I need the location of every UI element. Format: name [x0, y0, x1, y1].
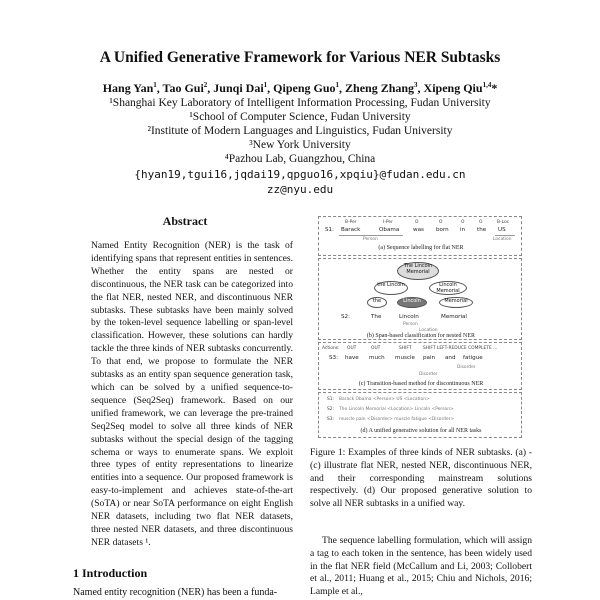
tag-o: O — [461, 220, 465, 225]
span-line — [339, 235, 403, 236]
panel-b-caption: (b) Span-based classification for nested NER — [366, 333, 476, 339]
figure-panel-d — [318, 392, 522, 438]
token: Memorial — [441, 314, 467, 320]
token: US — [498, 227, 506, 233]
node-label: Lincoln Memorial — [436, 282, 460, 294]
email-line-1[interactable]: {hyan19,tgui16,jqdai19,qpguo16,xpqiu}@fudan.edu.cn — [134, 168, 466, 181]
action: OUT — [347, 346, 357, 351]
introduction-text: Named entity recognition (NER) has been a funda- — [73, 587, 278, 598]
action: SHIFT — [399, 346, 412, 351]
figure-panel-a — [318, 216, 522, 256]
span-label: Disorder — [457, 365, 476, 370]
node-oval — [374, 281, 408, 295]
figure-1 — [318, 216, 522, 441]
affiliation-5: ⁴Pazhou Lab, Guangzhou, China — [224, 153, 376, 165]
token: Lincoln — [399, 314, 419, 320]
panel-a-caption: (a) Sequence labelling for flat NER — [378, 245, 464, 251]
token: born — [436, 227, 449, 233]
figure-panel-b — [318, 258, 522, 340]
sentence-label: S1: — [325, 227, 334, 233]
action: OUT — [371, 346, 381, 351]
token: much — [369, 355, 385, 361]
paper-title: A Unified Generative Framework for Various NER Subtasks — [99, 49, 501, 66]
sentence-label: S1: — [327, 397, 335, 402]
tag-b-loc: B-Loc — [497, 220, 510, 225]
token: fatigue — [463, 355, 483, 361]
token: the — [477, 227, 487, 233]
token: in — [460, 227, 466, 233]
token: was — [413, 227, 424, 233]
token: and — [445, 355, 456, 361]
figure-panel-c — [318, 342, 522, 390]
abstract-heading: Abstract — [162, 214, 208, 228]
tag-o: O — [439, 220, 443, 225]
tag-o: O — [479, 220, 483, 225]
generated-sequence: The Lincoln Memorial <Location> Lincoln <Person> — [339, 407, 454, 412]
actions-label: Actions: — [322, 346, 340, 351]
span-label: Location — [493, 237, 512, 242]
section-introduction-heading: 1 Introduction — [73, 566, 148, 580]
panel-c-caption: (c) Transition-based method for discontinuous NER — [358, 381, 484, 387]
node-label: the — [372, 298, 382, 304]
node-oval — [439, 297, 473, 308]
token: muscle — [395, 355, 415, 361]
author-list: Hang Yan$^1$, Tao Gui$^2$, Junqi Dai$^1$, Qipeng Guo$^1$, Zheng Zhang$^3$, Xipeng Qiu$^{1,4}$* — [102, 81, 498, 95]
sentence-label: S2: — [341, 314, 350, 320]
node-label: the Lincoln — [377, 282, 405, 288]
action: SHIFT LEFT-REDUCE COMPLETE ... — [423, 346, 498, 351]
span-label: Location — [419, 328, 438, 333]
abstract-text: Named Entity Recognition (NER) is the task of identifying spans that represent entities in sentences. Whether the entity spans are nested or discontinuous, the NER task can be categorized into the flat NER, nested NER, and discontinuous NER subtasks. These subtasks have been mainly solved by the token-level sequence labelling or span-level classification. However, these solutions can hardly tackle the three kinds of NER subtasks concurrently. To that end, we propose to formulate the NER subtasks as an entity span sequence generation task, which can be solved by a unified sequence-to-sequence (Seq2Seq) framework. Based on our unified framework, we can leverage the pre-trained Seq2Seq model to solve all three kinds of NER subtasks without the special design of the tagging schema or ways to enumerate spans. We exploit three types of entity representations to linearize entities into a sequence. Our proposed framework is easy-to-implement and achieves state-of-the-art (SoTA) or near SoTA performance on eight English NER datasets, including two flat NER datasets, three nested NER datasets, and three discontinuous NER datasets ¹. — [91, 240, 293, 548]
node-label: The Lincoln Memorial — [403, 263, 433, 275]
token: Obama — [379, 227, 400, 233]
figure-1-caption: Figure 1: Examples of three kinds of NER subtasks. (a) - (c) illustrate flat NER, nested NER, discontinuous NER, and their corresponding mainstream solutions respectively. (d) Our proposed generative solution to solve all NER subtasks in a unified way. — [310, 447, 532, 510]
affiliation-3: ²Institute of Modern Languages and Linguistics, Fudan University — [147, 125, 453, 137]
tag-i-per: I-Per — [383, 220, 393, 225]
span-label: Disorder — [419, 372, 438, 377]
token: pain — [423, 355, 436, 361]
sentence-label: S3: — [327, 417, 335, 422]
sentence-label: S3: — [329, 355, 338, 361]
node-oval — [429, 281, 467, 295]
affiliation-1: ¹Shanghai Key Laboratory of Intelligent Information Processing, Fudan University — [109, 97, 491, 109]
sentence-label: S2: — [327, 407, 335, 412]
node-oval — [397, 297, 427, 308]
span-label: Person — [403, 322, 418, 327]
node-label: Memorial — [444, 298, 468, 304]
affiliation-2: ¹School of Computer Science, Fudan University — [189, 111, 411, 123]
tag-o: O — [415, 220, 419, 225]
span-label: Person — [363, 237, 378, 242]
generated-sequence: muscle pain <Disorder> muscle fatigue <Disorder> — [339, 417, 455, 422]
panel-d-caption: (d) A unified generative solution for all NER tasks — [360, 428, 482, 434]
affiliation-4: ³New York University — [249, 139, 351, 151]
node-label: Lincoln — [403, 298, 421, 304]
email-line-2[interactable]: zz@nyu.edu — [266, 183, 334, 196]
span-line — [495, 235, 515, 236]
node-oval — [397, 262, 439, 280]
right-column-paragraph: The sequence labelling formulation, which will assign a tag to each token in the sentence, has been widely used in the flat NER field (McCallum and Li, 2003; Collobert et al., 2011; Huang et al., 2015; Chiu and Nichols, 2016; Lample et al., — [310, 535, 532, 598]
token: The — [371, 314, 382, 320]
token: Barack — [341, 227, 361, 233]
node-oval — [367, 297, 387, 308]
token: have — [345, 355, 359, 361]
generated-sequence: Barack Obama <Person> US <Location> — [339, 397, 430, 402]
tag-b-per: B-Per — [345, 220, 357, 225]
